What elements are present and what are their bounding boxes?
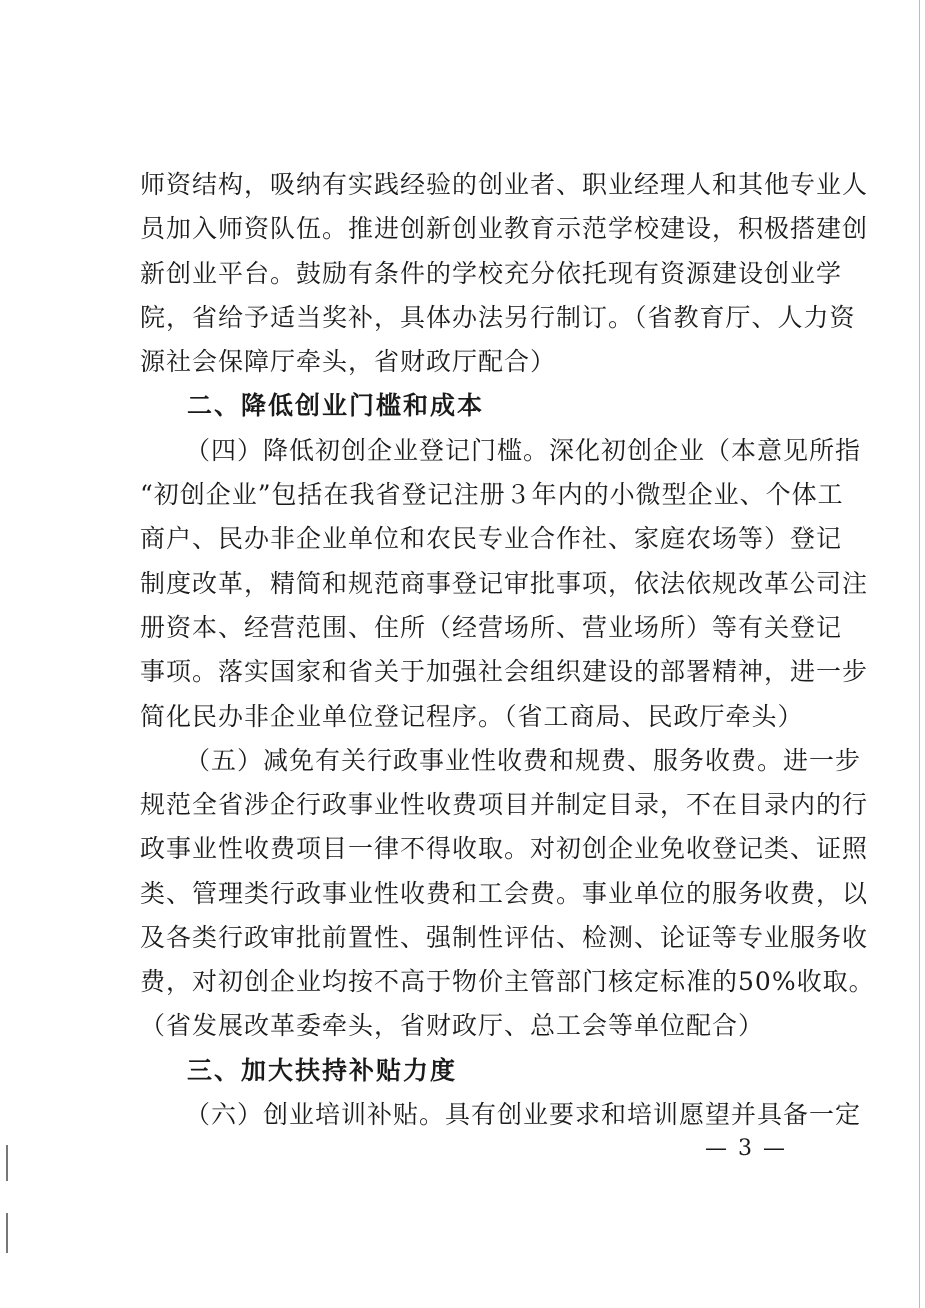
paragraph-5-line-5: 及各类行政审批前置性、强制性评估、检测、论证等专业服务收 [140, 923, 869, 952]
binding-mark-lower [6, 1213, 8, 1253]
paragraph-5-line-1: （五）减免有关行政事业性收费和规费、服务收费。进一步 [185, 746, 862, 775]
paragraph-1-line-4: 院，省给予适当奖补，具体办法另行制订。（省教育厅、人力资 [140, 303, 856, 332]
paragraph-5-line-2: 规范全省涉企行政事业性收费项目并制定目录，不在目录内的行 [140, 790, 869, 819]
paragraph-4-line-7: 简化民办非企业单位登记程序。（省工商局、民政厅牵头） [140, 702, 804, 731]
scan-edge-divider [919, 0, 920, 1308]
paragraph-1-line-1: 师资结构，吸纳有实践经验的创业者、职业经理人和其他专业人 [140, 170, 869, 199]
page-number: — 3 — [705, 1136, 787, 1161]
paragraph-4-line-1: （四）降低初创企业登记门槛。深化初创企业（本意见所指 [185, 436, 862, 465]
paragraph-4-line-2: “初创企业”包括在我省登记注册３年内的小微型企业、个体工 [140, 480, 844, 509]
paragraph-1-line-3: 新创业平台。鼓励有条件的学校充分依托现有资源建设创业学 [140, 259, 843, 288]
paragraph-4-line-6: 事项。落实国家和省关于加强社会组织建设的部署精神，进一步 [140, 657, 869, 686]
paragraph-5-line-3: 政事业性收费项目一律不得收取。对初创企业免收登记类、证照 [140, 834, 869, 863]
paragraph-4-line-3: 商户、民办非企业单位和农民专业合作社、家庭农场等）登记 [140, 524, 843, 553]
paragraph-1-line-2: 员加入师资队伍。推进创新创业教育示范学校建设，积极搭建创 [140, 214, 869, 243]
paragraph-1-line-5: 源社会保障厅牵头，省财政厅配合） [140, 347, 557, 376]
section-2-heading: 二、降低创业门槛和成本 [187, 391, 485, 420]
paragraph-5-line-4: 类、管理类行政事业性收费和工会费。事业单位的服务收费，以 [140, 879, 869, 908]
paragraph-5-line-7: （省发展改革委牵头，省财政厅、总工会等单位配合） [140, 1011, 765, 1040]
paragraph-4-line-4: 制度改革，精简和规范商事登记审批事项，依法依规改革公司注 [140, 569, 869, 598]
binding-mark-upper [6, 1145, 8, 1181]
paragraph-4-line-5: 册资本、经营范围、住所（经营场所、营业场所）等有关登记 [140, 613, 843, 642]
section-3-heading: 三、加大扶持补贴力度 [187, 1056, 458, 1085]
paragraph-6-line-1: （六）创业培训补贴。具有创业要求和培训愿望并具备一定 [185, 1100, 862, 1129]
paragraph-5-line-6: 费，对初创企业均按不高于物价主管部门核定标准的50%收取。 [140, 967, 875, 996]
